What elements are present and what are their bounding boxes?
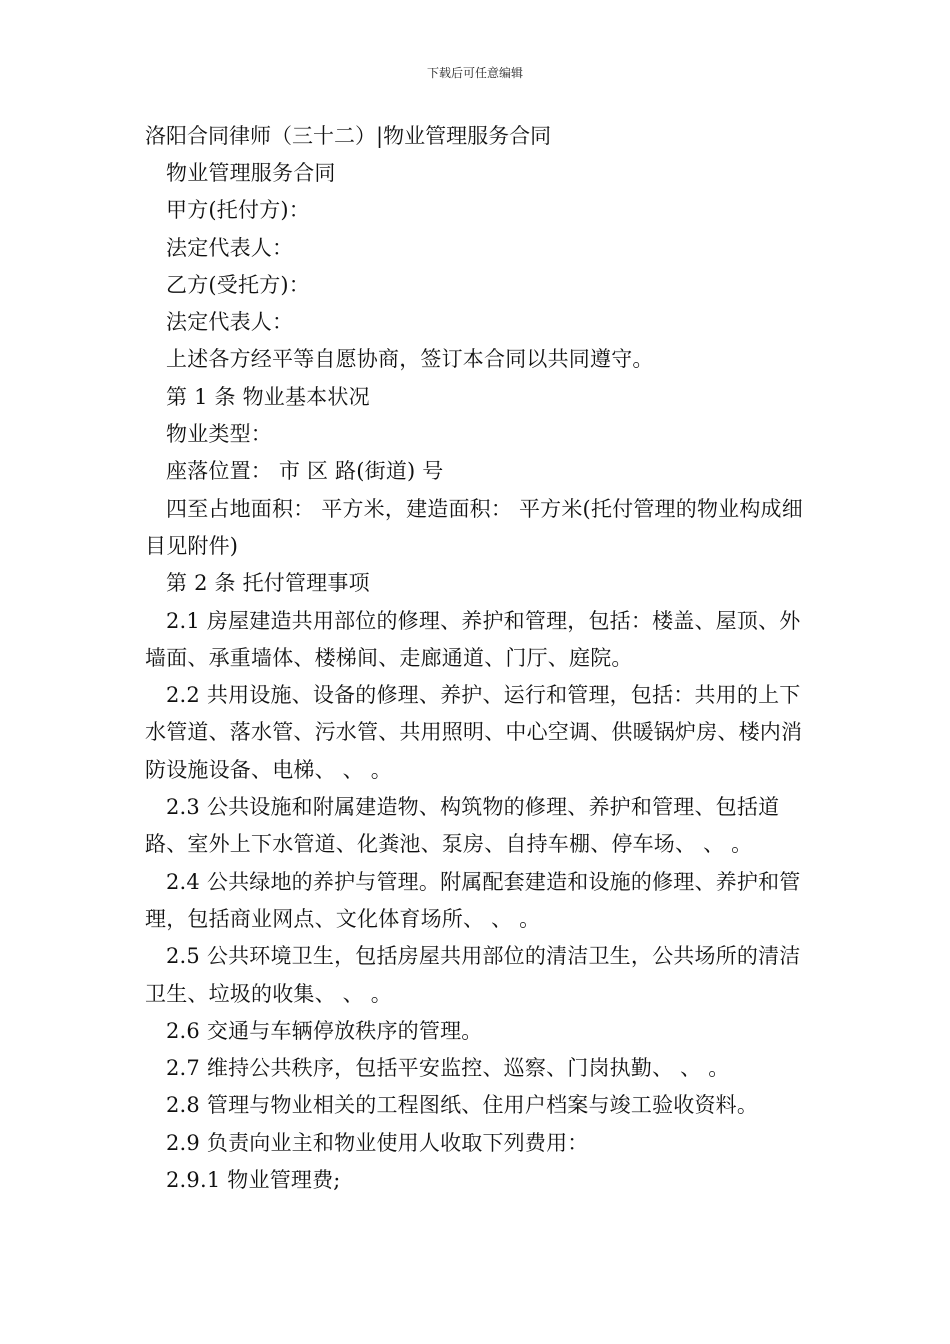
- document-body: [145, 118, 810, 1199]
- paragraph-contract-name: 物业管理服务合同: [166, 161, 336, 185]
- paragraph-party-a: 甲方(托付方)：: [166, 198, 310, 223]
- paragraph-party-a-representative: 法定代表人：: [166, 235, 294, 260]
- paragraph-2-4: 2.4 公共绿地的养护与管理。附属配套建造和设施的修理、养护和管理，包括商业网点、文化体育场所、 、 。: [145, 869, 801, 931]
- document-title: 洛阳合同律师（三十二）|物业管理服务合同: [145, 124, 552, 148]
- paragraph-article-1-heading: 第 1 条 物业基本状况: [166, 384, 370, 409]
- paragraph-area: 四至占地面积： 平方米，建造面积： 平方米(托付管理的物业构成细目见附件): [145, 496, 803, 558]
- header-note: 下载后可任意编辑: [426, 66, 523, 80]
- paragraph-2-2: 2.2 共用设施、设备的修理、养护、运行和管理，包括：共用的上下水管道、落水管、污水管、共用照明、中心空调、供暖锅炉房、楼内消防设施设备、电梯、 、 。: [145, 683, 803, 782]
- paragraph-2-6: 2.6 交通与车辆停放秩序的管理。: [166, 1018, 483, 1043]
- paragraph-property-type: 物业类型：: [166, 422, 272, 447]
- paragraph-2-9-1: 2.9.1 物业管理费;: [166, 1168, 341, 1193]
- paragraph-party-b-representative: 法定代表人：: [166, 310, 294, 335]
- paragraph-2-3: 2.3 公共设施和附属建造物、构筑物的修理、养护和管理、包括道路、室外上下水管道、化粪池、泵房、自持车棚、停车场、 、 。: [145, 795, 780, 857]
- paragraph-2-1: 2.1 房屋建造共用部位的修理、养护和管理，包括：楼盖、屋顶、外墙面、承重墙体、楼梯间、走廊通道、门厅、庭院。: [145, 608, 801, 670]
- paragraph-2-7: 2.7 维持公共秩序，包括平安监控、巡察、门岗执勤、 、 。: [166, 1056, 730, 1081]
- paragraph-2-8: 2.8 管理与物业相关的工程图纸、住用户档案与竣工验收资料。: [166, 1093, 759, 1118]
- paragraph-2-5: 2.5 公共环境卫生，包括房屋共用部位的清洁卫生，公共场所的清洁卫生、垃圾的收集、 、 。: [145, 944, 801, 1006]
- paragraph-2-9: 2.9 负责向业主和物业使用人收取下列费用：: [166, 1130, 589, 1155]
- paragraph-article-2-heading: 第 2 条 托付管理事项: [166, 571, 370, 596]
- paragraph-preamble: 上述各方经平等自愿协商，签订本合同以共同遵守。: [166, 347, 654, 372]
- paragraph-party-b: 乙方(受托方)：: [166, 272, 310, 297]
- paragraph-location: 座落位置： 市 区 路(街道) 号: [166, 459, 444, 484]
